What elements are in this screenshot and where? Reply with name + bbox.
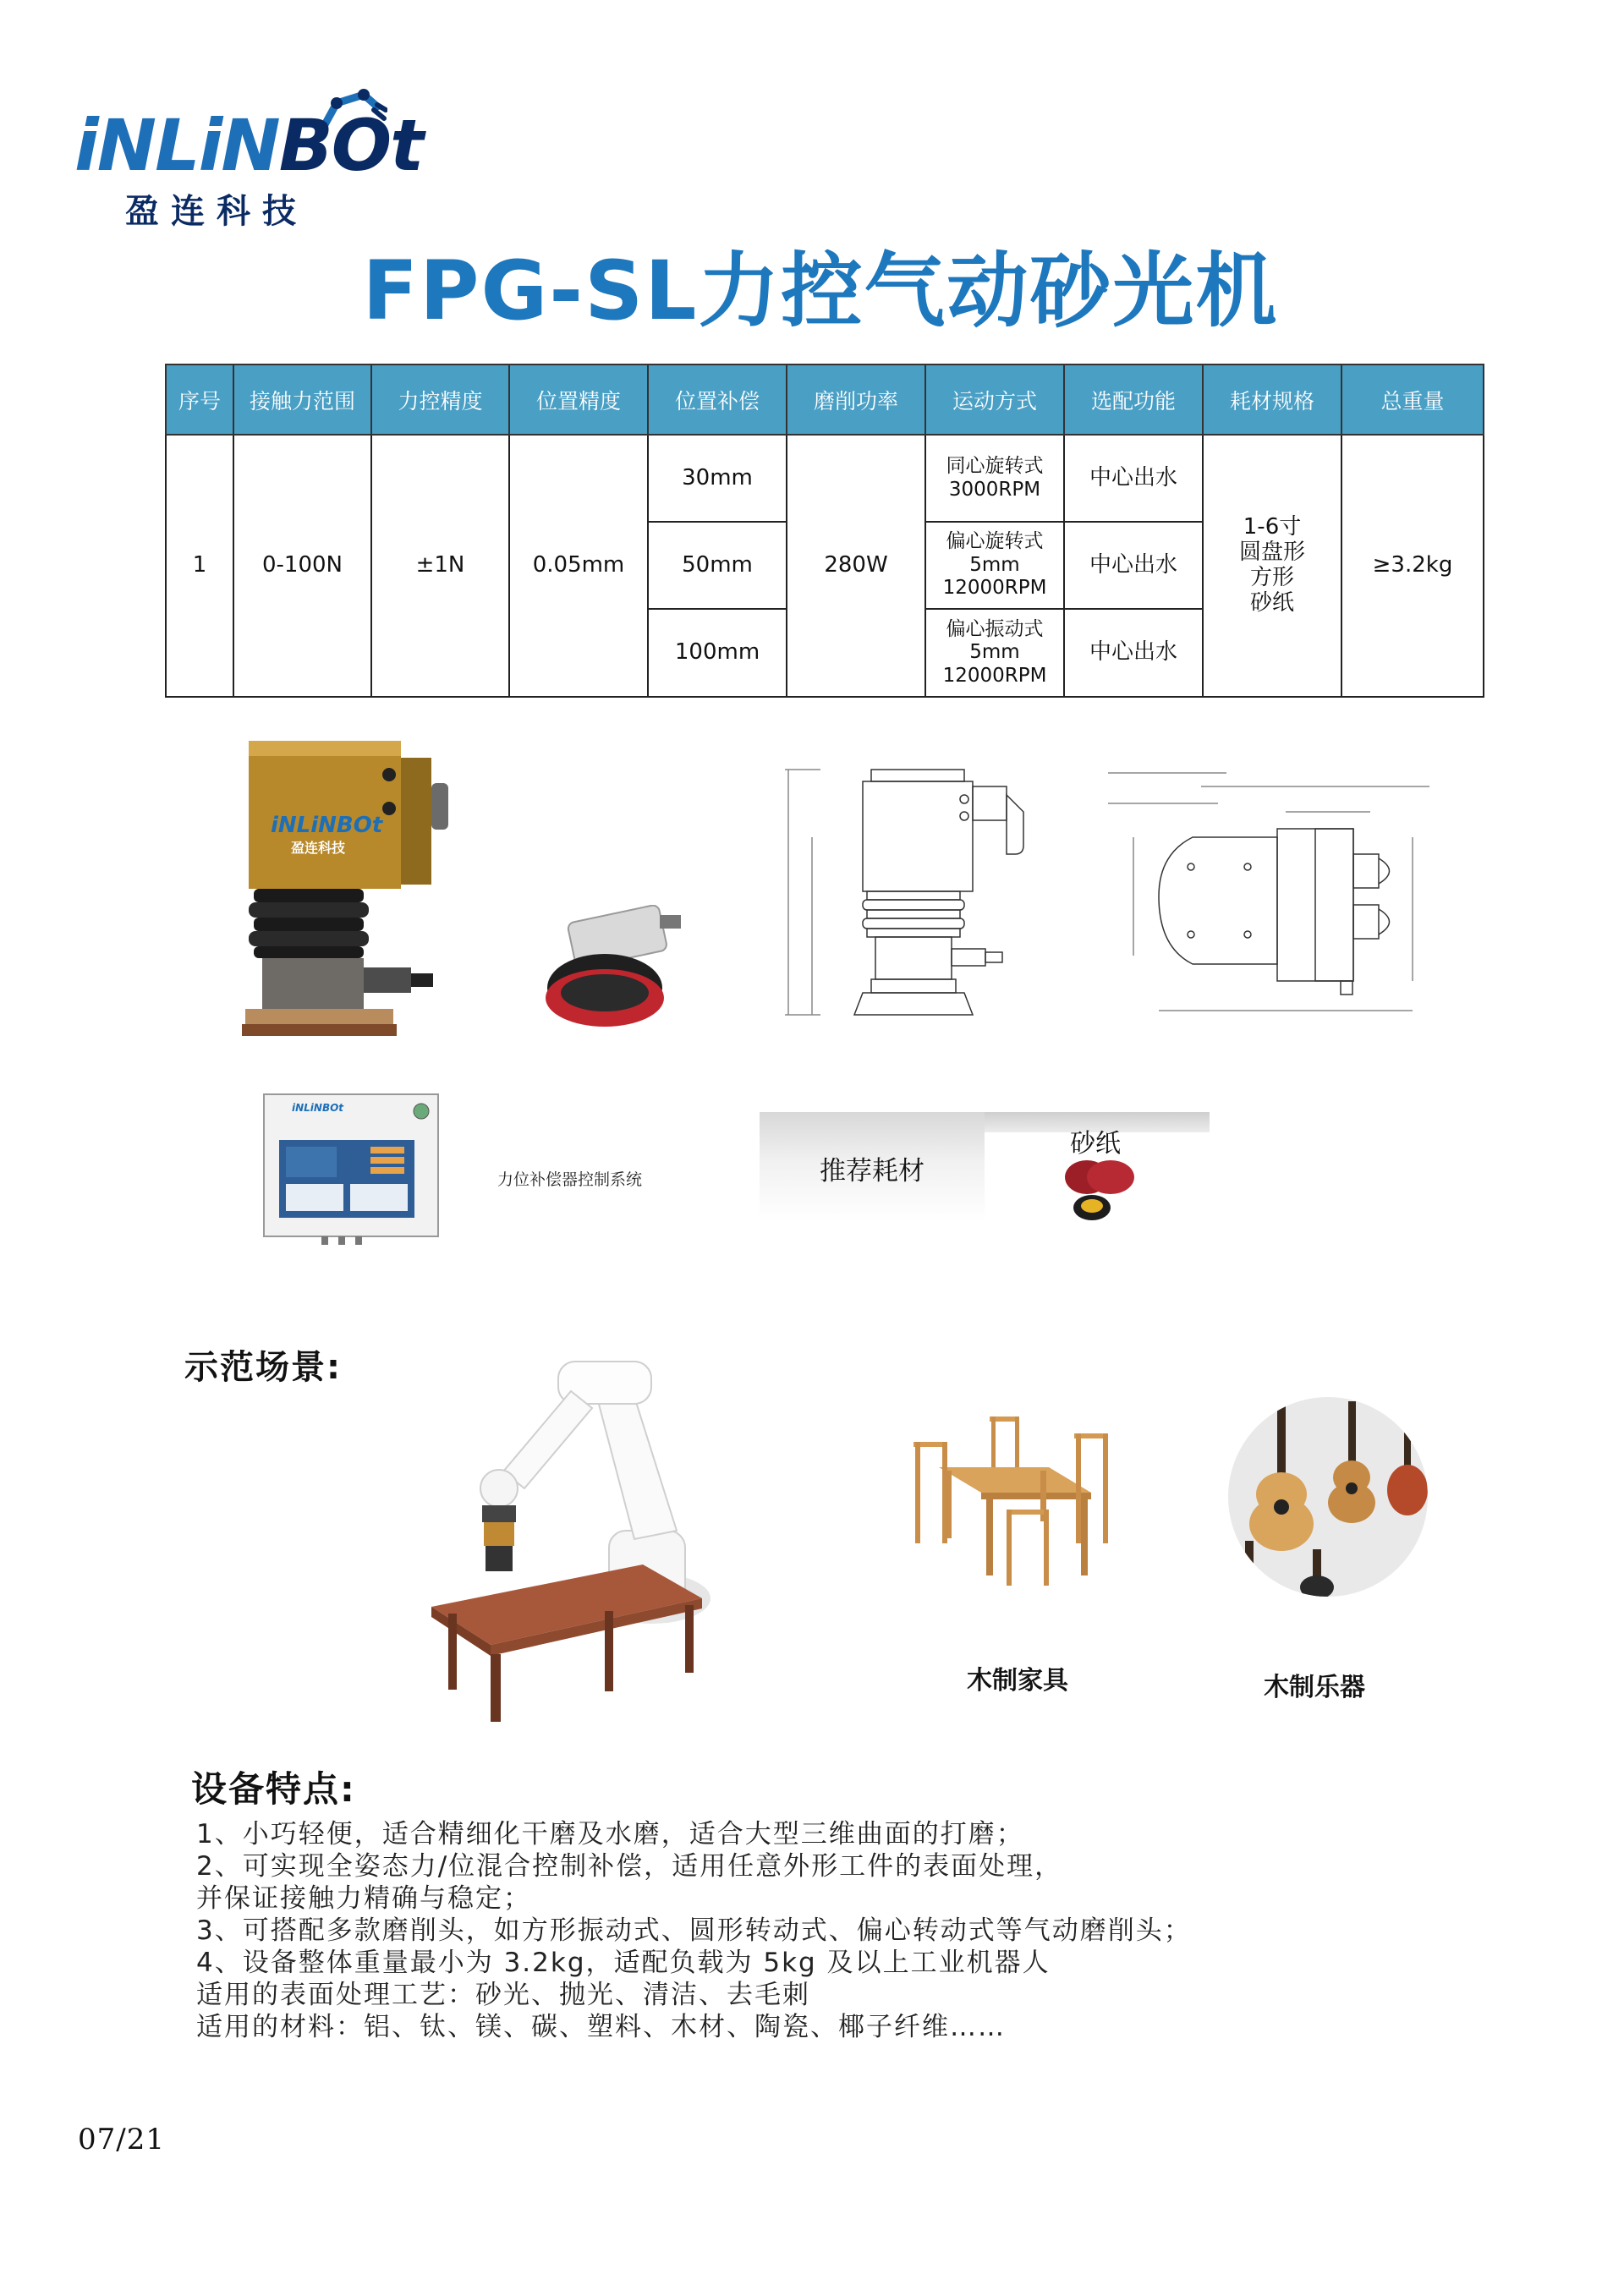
header-cell: 磨削功率 bbox=[787, 364, 925, 435]
consumable-line: 1-6寸 bbox=[1243, 514, 1302, 540]
robot-sanding-scene-image bbox=[423, 1345, 727, 1725]
feature-line: 适用的材料：铝、钛、镁、碳、塑料、木材、陶瓷、椰子纤维…… bbox=[196, 2012, 1006, 2042]
controller-brand: iNLiNBOt bbox=[292, 1102, 344, 1114]
guitars-illustration bbox=[1228, 1397, 1428, 1597]
motion-line: 5mm bbox=[969, 641, 1020, 664]
cell-option: 中心出水 bbox=[1064, 609, 1203, 697]
spec-header-row bbox=[166, 364, 1484, 435]
motion-line: 12000RPM bbox=[942, 577, 1047, 600]
device-brand-word: iNLiNBOt bbox=[271, 813, 383, 838]
sanding-pad-image bbox=[541, 905, 685, 1040]
header-cell: 力控精度 bbox=[371, 364, 509, 435]
cell-weight: ≥3.2kg bbox=[1341, 435, 1484, 697]
controller-caption: 力位补偿器控制系统 bbox=[497, 1170, 643, 1189]
logo-word-dark: BOt bbox=[278, 104, 423, 187]
table-row bbox=[166, 435, 1484, 522]
controller-device-image bbox=[262, 1093, 440, 1247]
consumable-line: 砂纸 bbox=[1249, 589, 1294, 616]
feature-line: 2、可实现全姿态力/位混合控制补偿，适用任意外形工件的表面处理， bbox=[196, 1851, 1063, 1882]
furniture-caption: 木制家具 bbox=[967, 1666, 1068, 1696]
header-cell: 运动方式 bbox=[925, 364, 1064, 435]
page-number: 07/21 bbox=[78, 2123, 165, 2156]
consumable-line: 方形 bbox=[1249, 565, 1294, 590]
cell-motion bbox=[925, 435, 1064, 522]
motion-line: 同心旋转式 bbox=[946, 454, 1044, 477]
header-cell: 耗材规格 bbox=[1203, 364, 1341, 435]
page-title: FPG-SL力控气动砂光机 bbox=[362, 244, 1279, 338]
features-heading: 设备特点: bbox=[191, 1768, 356, 1810]
consumable-line: 圆盘形 bbox=[1238, 540, 1305, 566]
instruments-caption: 木制乐器 bbox=[1264, 1673, 1365, 1702]
sander-product-image bbox=[237, 741, 457, 1045]
cell-compensation: 30mm bbox=[648, 435, 787, 522]
motion-line: 偏心旋转式 bbox=[946, 530, 1044, 553]
cell-index: 1 bbox=[166, 435, 233, 697]
top-view-drawing bbox=[1091, 761, 1446, 1023]
cell-contact-force: 0-100N bbox=[233, 435, 371, 697]
motion-line: 12000RPM bbox=[942, 664, 1047, 687]
wooden-instruments-image bbox=[1228, 1397, 1428, 1597]
company-logo bbox=[74, 85, 423, 231]
motion-line: 3000RPM bbox=[948, 478, 1041, 501]
spec-table bbox=[165, 364, 1484, 698]
header-cell: 总重量 bbox=[1341, 364, 1484, 435]
header-cell: 接触力范围 bbox=[233, 364, 371, 435]
header-cell: 序号 bbox=[166, 364, 233, 435]
device-brand-cn: 盈连科技 bbox=[291, 840, 346, 856]
cell-compensation: 50mm bbox=[648, 522, 787, 609]
sandpaper-label: 砂纸 bbox=[1070, 1129, 1121, 1159]
recommended-consumables-panel bbox=[760, 1112, 1210, 1222]
sandpaper-disc-image bbox=[1062, 1159, 1138, 1225]
header-cell: 位置补偿 bbox=[648, 364, 787, 435]
feature-line: 适用的表面处理工艺：砂光、抛光、清洁、去毛刺 bbox=[196, 1980, 810, 2010]
side-view-drawing bbox=[778, 761, 1057, 1032]
cell-option: 中心出水 bbox=[1064, 522, 1203, 609]
cell-option: 中心出水 bbox=[1064, 435, 1203, 522]
header-cell: 选配功能 bbox=[1064, 364, 1203, 435]
cell-motion bbox=[925, 609, 1064, 697]
wooden-furniture-image bbox=[905, 1408, 1116, 1590]
cell-position-accuracy: 0.05mm bbox=[509, 435, 648, 697]
cell-force-accuracy: ±1N bbox=[371, 435, 509, 697]
logo-word-light: iNLiN bbox=[74, 104, 279, 187]
motion-line: 偏心振动式 bbox=[946, 617, 1044, 640]
features-list bbox=[196, 1818, 1465, 2043]
demo-scenes-heading: 示范场景: bbox=[184, 1348, 342, 1387]
cell-power: 280W bbox=[787, 435, 925, 697]
cell-compensation: 100mm bbox=[648, 609, 787, 697]
feature-line: 1、小巧轻便，适合精细化干磨及水磨，适合大型三维曲面的打磨； bbox=[196, 1819, 1024, 1849]
recommended-consumables-label: 推荐耗材 bbox=[820, 1156, 924, 1186]
feature-line: 4、设备整体重量最小为 3.2kg，适配负载为 5kg 及以上工业机器人 bbox=[196, 1948, 1051, 1978]
logo-chinese-name: 盈连科技 bbox=[125, 192, 308, 231]
motion-line: 5mm bbox=[969, 553, 1020, 576]
feature-line: 3、可搭配多款磨削头，如方形振动式、圆形转动式、偏心转动式等气动磨削头； bbox=[196, 1915, 1192, 1946]
header-cell: 位置精度 bbox=[509, 364, 648, 435]
logo-wordmark bbox=[74, 104, 423, 187]
feature-line: 并保证接触力精确与稳定； bbox=[196, 1883, 531, 1914]
cell-motion bbox=[925, 522, 1064, 609]
cell-consumable bbox=[1203, 435, 1341, 697]
